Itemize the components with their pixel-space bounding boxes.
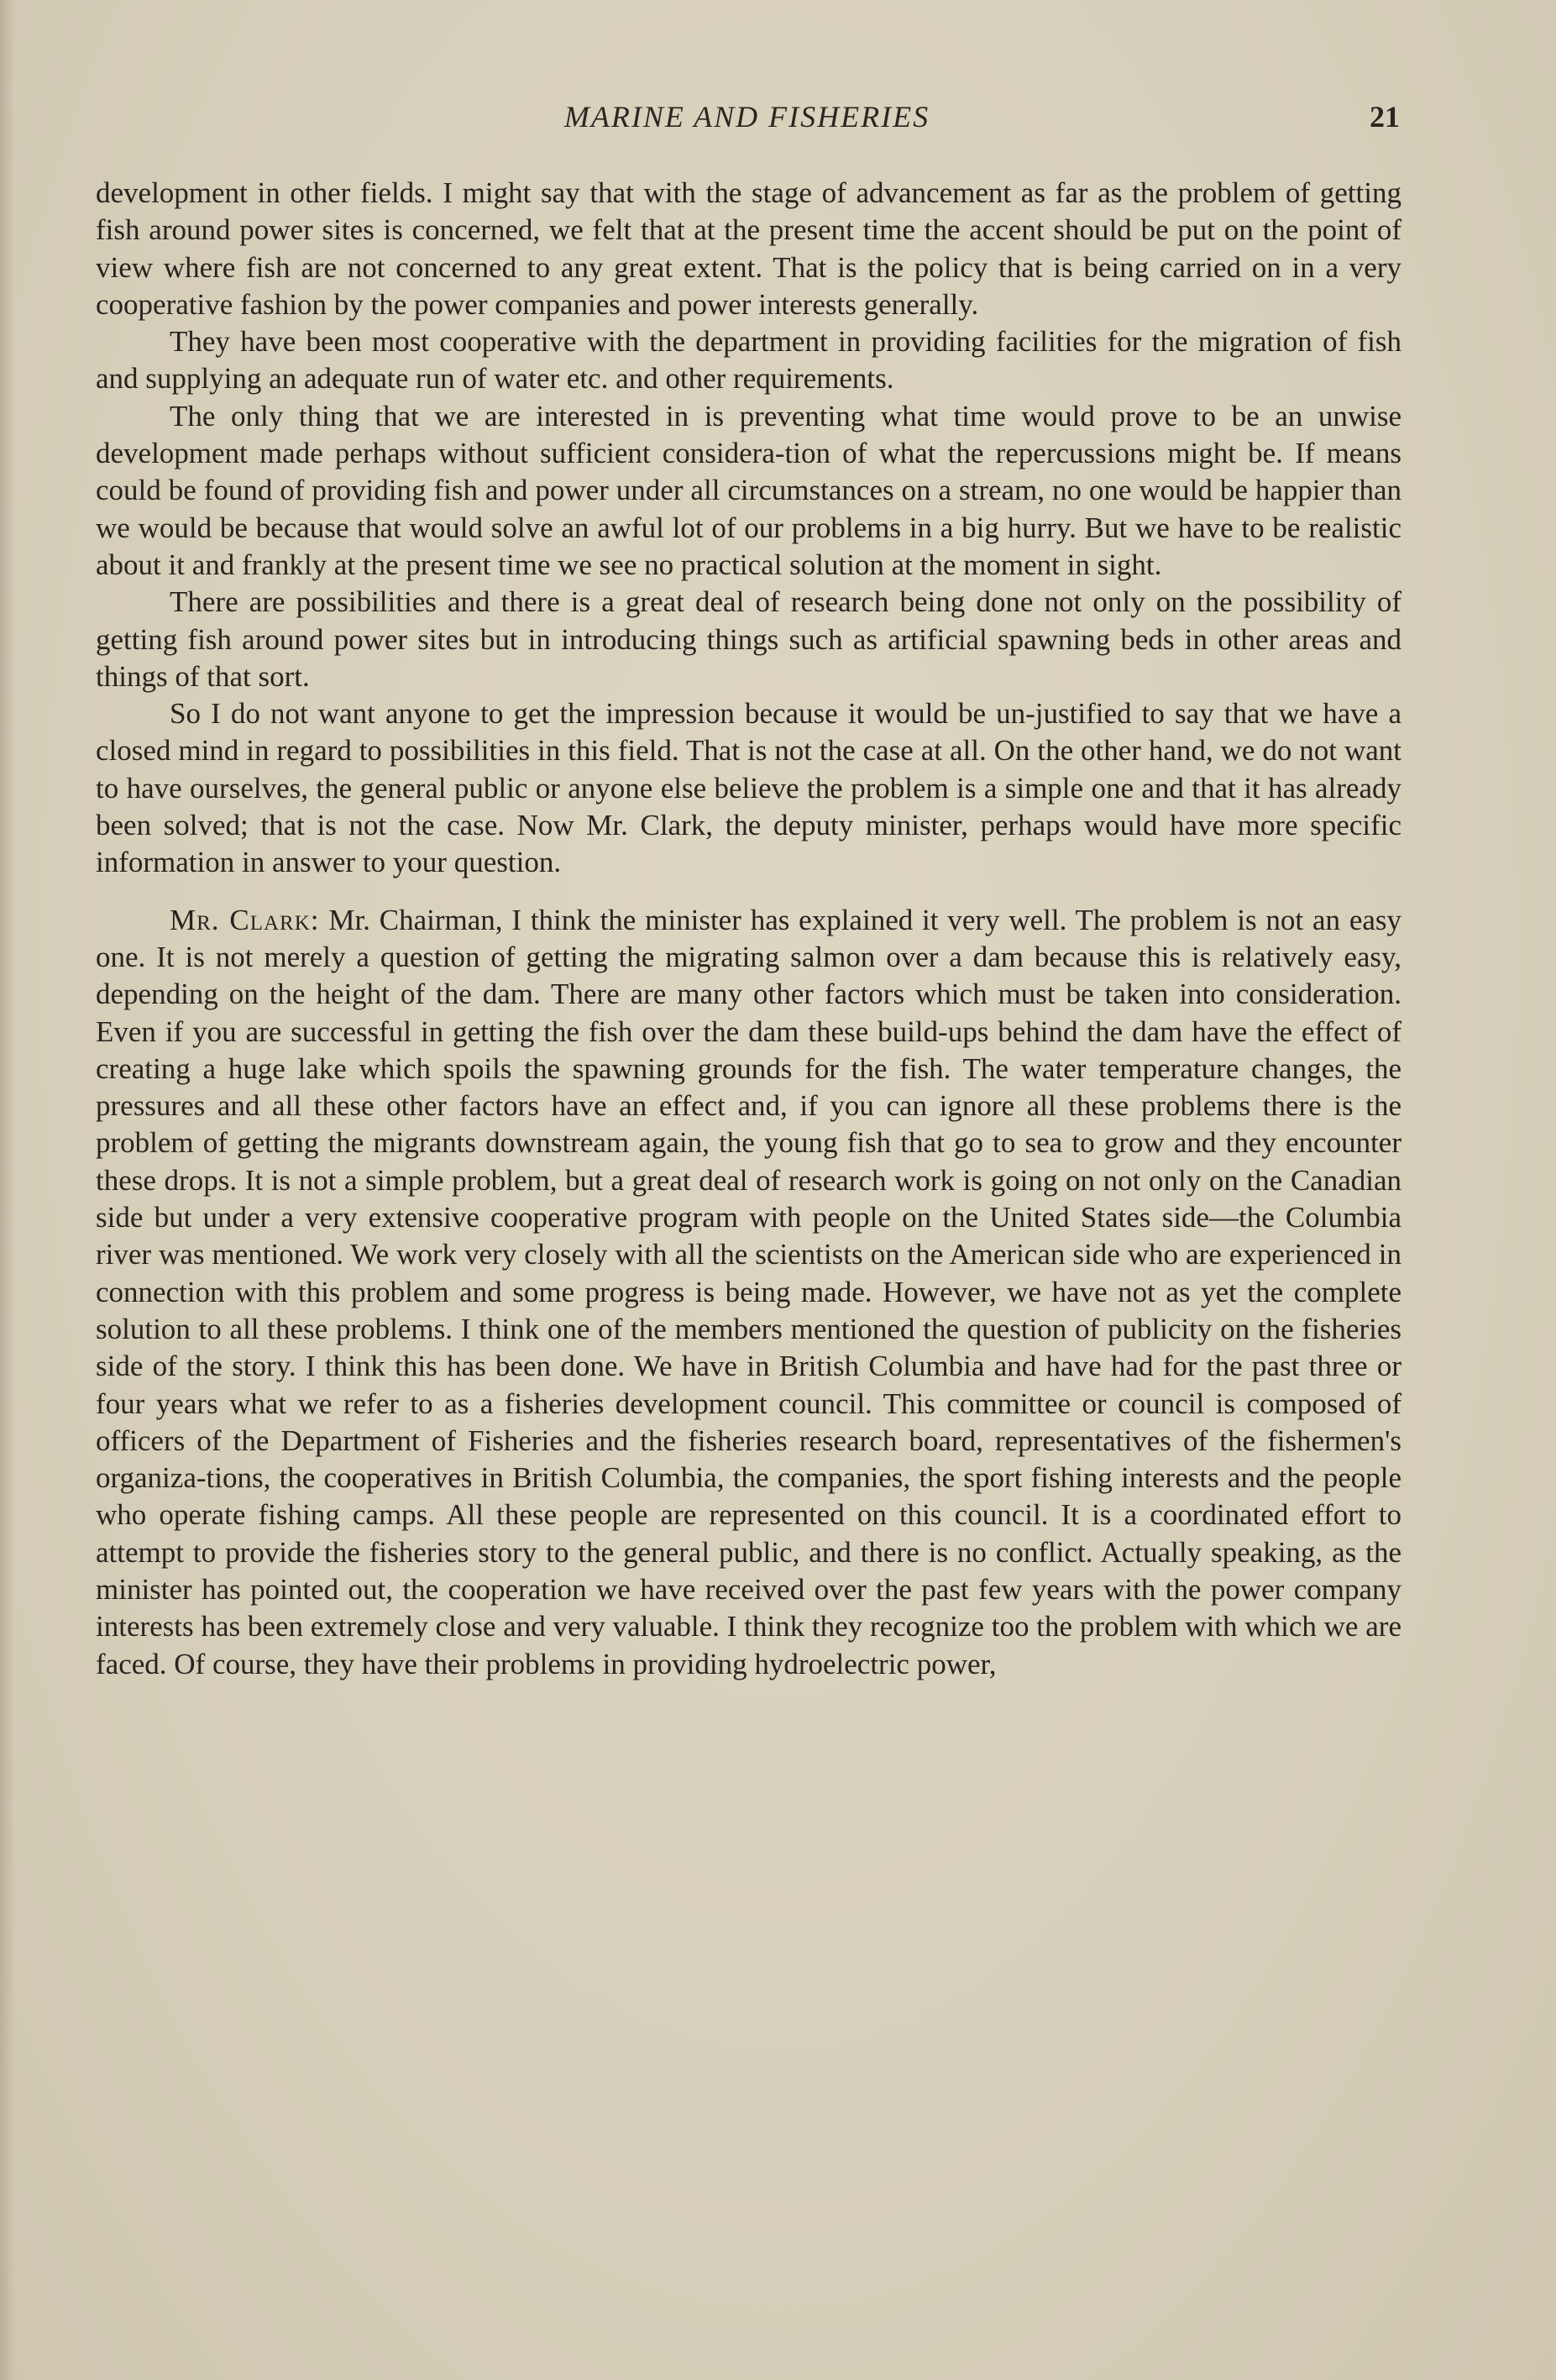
paragraph-5: So I do not want anyone to get the impression because it would be un-justified to say that we have a closed mind in regard to possibilities in this field. That is not the case at all. On the other hand, we do not want to have ourselves, the general public or anyone else believe the problem is a simple one and that it has already been solved; that is not the case. Now Mr. Clark, the deputy minister, perhaps would have more specific information in answer to your question. — [96, 697, 1401, 879]
page-header — [94, 99, 1400, 149]
body-text — [96, 175, 1401, 1683]
running-title: MARINE AND FISHERIES — [563, 100, 930, 134]
paragraph-clark — [96, 902, 1401, 1683]
paragraph-2: They have been most cooperative with the department in providing facilities for the migration of fish and supplying an adequate run of water etc. and other requirements. — [96, 325, 1401, 396]
paragraph-1: development in other fields. I might say that with the stage of advancement as far as the problem of getting fish around power sites is concerned, we felt that at the present time the accent should be put on the point of view where fish are not concerned to any great extent. That is the policy that is being carried on in a very cooperative fashion by the power companies and power interests generally. — [96, 176, 1401, 321]
page-number: 21 — [1370, 100, 1400, 134]
speaker-name: Mr. Clark: — [170, 903, 320, 936]
paragraph-3: The only thing that we are interested in is preventing what time would prove to be an unwise development made perhaps without sufficient considera-tion of what the repercussions might be. If means could be found of providing fish and power under all circumstances on a stream, no one would be happier than we would be because that would solve an awful lot of our problems in a big hurry. But we have to be realistic about it and frankly at the present time we see no practical solution at the moment in sight. — [96, 399, 1401, 581]
paragraph-4: There are possibilities and there is a great deal of research being done not only on the possibility of getting fish around power sites but in introducing things such as artificial spawning beds in other areas and things of that sort. — [96, 585, 1401, 693]
speaker-remarks: Mr. Chairman, I think the minister has explained it very well. The problem is not an easy one. It is not merely a question of getting the migrating salmon over a dam because this is relatively easy, depending on the height of the dam. There are many other factors which must be taken into consideration. Even if you are successful in getting the fish over the dam these build-ups behind the dam have the effect of creating a huge lake which spoils the spawning grounds for the fish. The water temperature changes, the pressures and all these other factors have an effect and, if you can ignore all these problems there is the problem of getting the migrants downstream again, the young fish that go to sea to grow and they encounter these drops. It is not a simple problem, but a great deal of research work is going on not only on the Canadian side but under a very extensive cooperative program with people on the United States side—the Columbia river was mentioned. We work very closely with all the scientists on the American side who are experienced in connection with this problem and some progress is being made. However, we have not as yet the complete solution to all these problems. I think one of the members mentioned the question of publicity on the fisheries side of the story. I think this has been done. We have in British Columbia and have had for the past three or four years what we refer to as a fisheries development council. This committee or council is composed of officers of the Department of Fisheries and the fisheries research board, representatives of the fishermen's organiza-tions, the cooperatives in British Columbia, the companies, the sport fishing interests and the people who operate fishing camps. All these people are represented on this council. It is a coordinated effort to attempt to provide the fisheries story to the general public, and there is no conflict. Actually speaking, as the minister has pointed out, the cooperation we have received over the past few years with the power company interests has been extremely close and very valuable. I think they recognize too the problem with which we are faced. Of course, they have their problems in providing hydroelectric power, — [96, 903, 1402, 1680]
page-edge-shadow — [0, 0, 15, 2380]
